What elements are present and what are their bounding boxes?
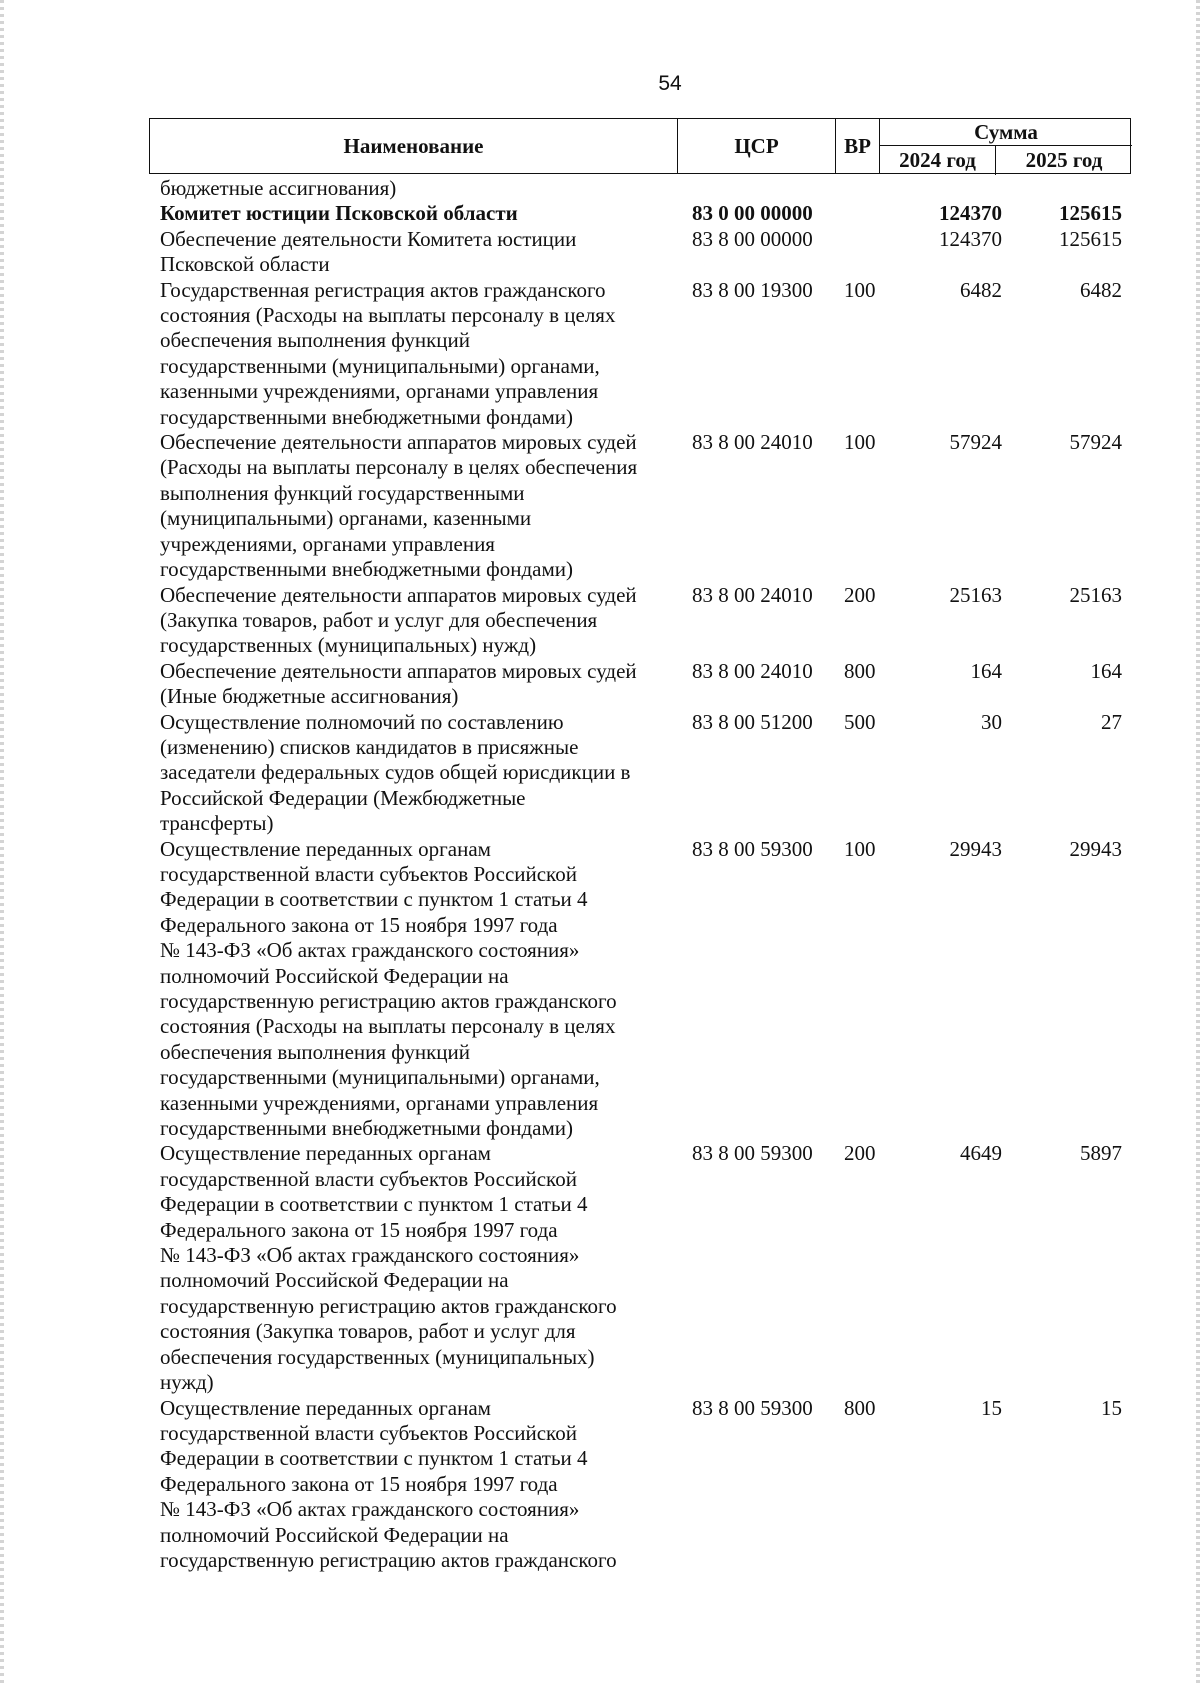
row-csr: 83 8 00 24010 xyxy=(692,658,813,683)
header-vr: ВР xyxy=(836,119,880,173)
header-csr: ЦСР xyxy=(678,119,836,173)
row-amount-2024: 25163 xyxy=(949,582,1002,607)
row-name: Обеспечение деятельности аппаратов мировых судей (Иные бюджетные ассигнования) xyxy=(160,658,637,709)
row-amount-2025: 57924 xyxy=(1069,430,1122,455)
row-csr: 83 8 00 59300 xyxy=(692,1395,813,1420)
table-body xyxy=(160,176,1130,1573)
header-sum: Сумма xyxy=(880,119,1132,146)
table-row xyxy=(160,583,1130,659)
table-row xyxy=(160,176,1130,201)
row-csr: 83 8 00 24010 xyxy=(692,430,813,455)
row-vr: 500 xyxy=(844,709,876,734)
table-row xyxy=(160,1141,1130,1395)
row-vr: 800 xyxy=(844,658,876,683)
header-name: Наименование xyxy=(150,119,678,173)
table-row xyxy=(160,201,1130,226)
row-amount-2024: 29943 xyxy=(949,836,1002,861)
row-amount-2024: 6482 xyxy=(960,277,1002,302)
row-amount-2024: 4649 xyxy=(960,1141,1002,1166)
row-csr: 83 8 00 59300 xyxy=(692,836,813,861)
row-name: Осуществление переданных органам государственной власти субъектов Российской Федерации в соответствии с пунктом 1 статьи 4 Федерального закона от 15 ноября 1997 года № 143-ФЗ «Об актах гражданского состояния» полномочий Российской Федерации на государственную регистрацию актов гражданского xyxy=(160,1395,617,1572)
row-csr: 83 8 00 00000 xyxy=(692,226,813,251)
row-amount-2025: 27 xyxy=(1101,709,1122,734)
row-csr: 83 8 00 24010 xyxy=(692,582,813,607)
table-row xyxy=(160,430,1130,582)
row-name: Комитет юстиции Псковской области xyxy=(160,201,518,226)
row-name: Государственная регистрация актов гражданского состояния (Расходы на выплаты персоналу в целях обеспечения выполнения функций государственными (муниципальными) органами, казенными учреждениями, органами управления государственными внебюджетными фондами) xyxy=(160,277,616,429)
header-year-2025: 2025 год xyxy=(1025,148,1103,172)
row-amount-2024: 124370 xyxy=(939,201,1002,226)
row-amount-2024: 57924 xyxy=(949,430,1002,455)
page-number: 54 xyxy=(658,72,682,95)
row-amount-2024: 124370 xyxy=(939,226,1002,251)
row-vr: 100 xyxy=(844,277,876,302)
row-vr: 100 xyxy=(844,430,876,455)
row-csr: 83 8 00 59300 xyxy=(692,1141,813,1166)
scan-edge-right xyxy=(1196,0,1200,1686)
row-amount-2025: 125615 xyxy=(1059,201,1122,226)
row-name: Осуществление переданных органам государственной власти субъектов Российской Федерации в соответствии с пунктом 1 статьи 4 Федерального закона от 15 ноября 1997 года № 143-ФЗ «Об актах гражданского состояния» полномочий Российской Федерации на государственную регистрацию актов гражданского состояния (Расходы на выплаты персоналу в целях обеспечения выполнения функций государственными (муниципальными) органами, казенными учреждениями, органами управления государственными внебюджетными фондами) xyxy=(160,836,617,1141)
row-csr: 83 8 00 51200 xyxy=(692,709,813,734)
table-header xyxy=(149,118,1131,174)
table-row xyxy=(160,710,1130,837)
table-row xyxy=(160,227,1130,278)
row-amount-2025: 125615 xyxy=(1059,226,1122,251)
row-name: Обеспечение деятельности аппаратов мировых судей (Расходы на выплаты персоналу в целях обеспечения выполнения функций государственными (муниципальными) органами, казенными учреждениями, органами управления государственными внебюджетными фондами) xyxy=(160,430,638,582)
row-amount-2025: 164 xyxy=(1090,658,1122,683)
row-amount-2024: 15 xyxy=(981,1395,1002,1420)
row-vr: 200 xyxy=(844,582,876,607)
table-row xyxy=(160,1396,1130,1574)
row-amount-2025: 25163 xyxy=(1069,582,1122,607)
row-name: Обеспечение деятельности Комитета юстиции Псковской области xyxy=(160,226,577,277)
row-csr: 83 0 00 00000 xyxy=(692,201,813,226)
row-amount-2024: 30 xyxy=(981,709,1002,734)
scan-edge-left xyxy=(0,0,4,1686)
table-row xyxy=(160,659,1130,710)
table-row xyxy=(160,837,1130,1142)
row-amount-2025: 15 xyxy=(1101,1395,1122,1420)
row-name: Осуществление переданных органам государственной власти субъектов Российской Федерации в соответствии с пунктом 1 статьи 4 Федерального закона от 15 ноября 1997 года № 143-ФЗ «Об актах гражданского состояния» полномочий Российской Федерации на государственную регистрацию актов гражданского состояния (Закупка товаров, работ и услуг для обеспечения государственных (муниципальных) нужд) xyxy=(160,1141,617,1395)
row-amount-2025: 5897 xyxy=(1080,1141,1122,1166)
row-name: Обеспечение деятельности аппаратов мировых судей (Закупка товаров, работ и услуг для обеспечения государственных (муниципальных) нужд) xyxy=(160,582,637,658)
row-vr: 100 xyxy=(844,836,876,861)
row-vr: 200 xyxy=(844,1141,876,1166)
row-amount-2025: 29943 xyxy=(1069,836,1122,861)
table-row xyxy=(160,278,1130,430)
row-amount-2024: 164 xyxy=(970,658,1002,683)
row-csr: 83 8 00 19300 xyxy=(692,277,813,302)
row-amount-2025: 6482 xyxy=(1080,277,1122,302)
row-name: бюджетные ассигнования) xyxy=(160,176,397,200)
header-year-2024: 2024 год xyxy=(880,146,996,175)
row-vr: 800 xyxy=(844,1395,876,1420)
row-name: Осуществление полномочий по составлению (изменению) списков кандидатов в присяжные заседатели федеральных судов общей юрисдикции в Российской Федерации (Межбюджетные трансферты) xyxy=(160,709,631,836)
